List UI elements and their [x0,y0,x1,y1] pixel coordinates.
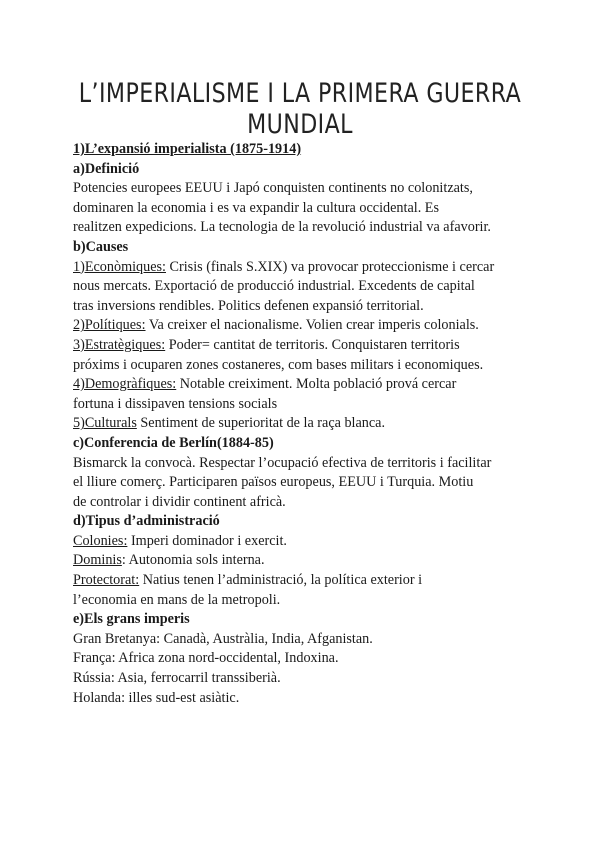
cause-label: 1)Econòmiques: [73,258,166,275]
admin-text: Natius tenen l’administració, la política exterior i [139,572,423,589]
admin-text: : Autonomia sols interna. [121,552,265,569]
subsection-d-heading: d)Tipus d’administració [73,513,220,530]
cause-label: 3)Estratègiques: [73,336,166,353]
empire-item: França: Africa zona nord-occidental, Indoxina. [73,650,339,667]
cause-text: Crisis (finals S.XIX) va provocar proteccionisme i cercar [166,258,495,275]
cause-label: 4)Demogràfiques: [73,376,177,393]
cause-label: 5)Culturals [73,415,137,432]
text-line: dominaren la economia i es va expandir la cultura occidental. Es [73,199,439,216]
cause-cultural [73,414,543,434]
text-line: próxims i ocuparen zones costaneres, com bases militars i economiques. [73,356,484,373]
text-line: de controlar i dividir continent africà. [73,493,286,510]
subsection-b-heading: b)Causes [73,238,129,255]
cause-demographic [73,375,543,395]
cause-strategic [73,336,543,356]
document-body [73,140,543,708]
text-line: tras inversions rendibles. Politics defenen expansió territorial. [73,297,424,314]
text-line: fortuna i dissipaven tensions socials [73,395,278,412]
cause-economic [73,258,543,278]
admin-text: Imperi dominador i exercit. [127,532,287,549]
text-line: Potencies europees EEUU i Japó conquisten continents no colonitzats, [73,180,473,197]
text-line: Bismarck la convocà. Respectar l’ocupació efectiva de territoris i facilitar [73,454,492,471]
subsection-e-heading: e)Els grans imperis [73,611,190,628]
cause-political [73,316,543,336]
admin-protectorate [73,571,543,591]
admin-dominions [73,551,543,571]
admin-label: Dominis [73,552,122,569]
section-1-heading: 1)L’expansió imperialista (1875-1914) [73,141,302,157]
admin-label: Protectorat: [73,572,140,589]
cause-text: Poder= cantitat de territoris. Conquistaren territoris [165,336,460,353]
empire-item: Holanda: illes sud-est asiàtic. [73,689,240,706]
cause-text: Notable creiximent. Molta població prová cercar [176,376,457,393]
empire-item: Rússia: Asia, ferrocarril transsiberià. [73,670,281,687]
text-line: l’economia en mans de la metropoli. [73,591,281,608]
admin-label: Colonies: [73,532,128,549]
admin-colonies [73,532,543,552]
text-line: nous mercats. Exportació de producció industrial. Excedents de capital [73,278,475,295]
subsection-a-heading: a)Definició [73,160,140,177]
cause-label: 2)Polítiques: [73,317,146,334]
subsection-c-heading: c)Conferencia de Berlín(1884-85) [73,434,274,451]
cause-text: Sentiment de superioritat de la raça blanca. [136,415,386,432]
text-line: realitzen expedicions. La tecnologia de la revolució industrial va afavorir. [73,219,491,236]
cause-text: Va creixer el nacionalisme. Volien crear imperis colonials. [145,317,479,334]
text-line: el lliure comerç. Participaren països europeus, EEUU i Turquia. Motiu [73,474,474,491]
page-title: L’IMPERIALISME I LA PRIMERA GUERRA MUNDIAL [78,78,522,140]
empire-item: Gran Bretanya: Canadà, Austràlia, India, Afganistan. [73,630,373,647]
